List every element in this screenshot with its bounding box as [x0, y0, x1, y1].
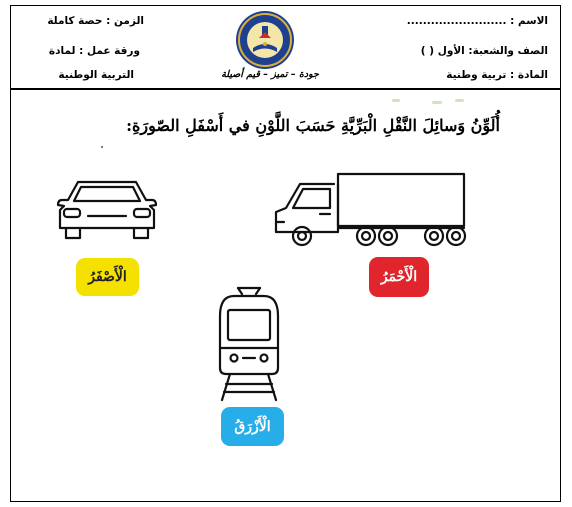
subject-label: المادة : تربية وطنية: [446, 69, 548, 81]
worksheet-label: ورقة عمل : لمادة: [48, 45, 140, 57]
instruction-text: أُلَوِّنُ وَسائِلَ النَّقْلِ الْبَرِّيَّةِ حَسَبَ اللَّوْنِ في أَسْفَلِ الصّورَةِ:: [126, 116, 500, 135]
name-field-label: الاسم : .........................: [406, 15, 548, 27]
red-color-badge: الْأَحْمَرُ: [369, 257, 429, 297]
truck-icon: [272, 170, 468, 248]
subject-name-label: التربية الوطنية: [58, 69, 134, 81]
smudge-mark: [392, 99, 400, 102]
time-label: الزمن : حصة كاملة: [47, 15, 144, 27]
car-icon: [52, 178, 162, 244]
yellow-color-badge: الْأَصْفَرُ: [76, 258, 139, 296]
smudge-mark: [455, 99, 464, 102]
header-divider: [11, 88, 560, 90]
smudge-mark: [432, 101, 442, 104]
stray-dot: [101, 146, 103, 148]
class-field-label: الصف والشعبة: الأول ( ): [420, 45, 548, 57]
train-icon: [212, 280, 286, 402]
school-logo: [235, 10, 295, 70]
school-tagline: جودة – تميز – قيم أصيلة: [221, 69, 319, 80]
blue-color-badge: الْأَزْرَقُ: [221, 407, 284, 446]
